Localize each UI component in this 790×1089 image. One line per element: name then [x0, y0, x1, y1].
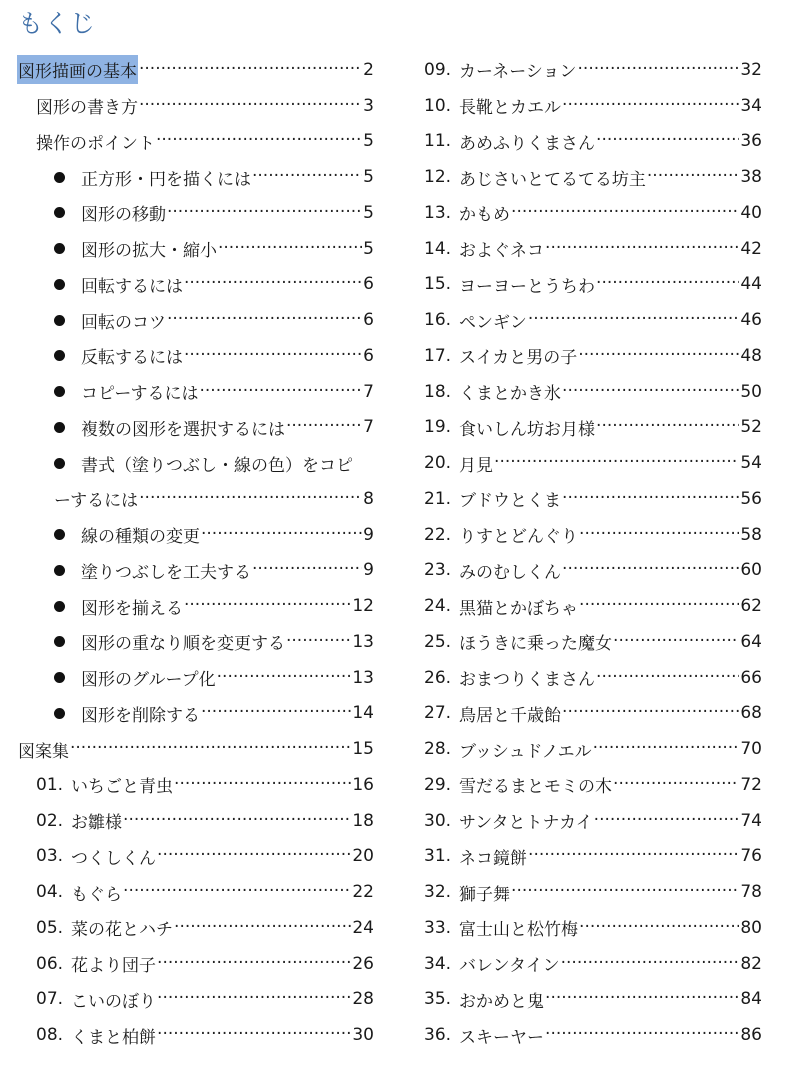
page-number: 66 — [740, 667, 762, 688]
page-number: 86 — [740, 1025, 762, 1046]
dot-leader — [167, 203, 362, 223]
toc-entry[interactable] — [424, 52, 762, 88]
dot-leader — [252, 167, 362, 187]
dot-leader — [174, 775, 351, 795]
entry-number: 32. — [424, 882, 452, 903]
dot-leader — [511, 203, 739, 223]
bullet-icon — [54, 672, 65, 683]
entry-label: 図形のグループ化 — [81, 670, 216, 691]
page-number: 52 — [740, 417, 762, 438]
bullet-icon — [54, 207, 65, 218]
page-number: 5 — [363, 167, 374, 188]
entry-label: もぐら — [71, 884, 123, 905]
dot-leader — [579, 596, 739, 616]
entry-label: 図案集 — [18, 741, 69, 762]
page-number: 74 — [740, 810, 762, 831]
entry-number: 09. — [424, 59, 452, 80]
entry-number: 21. — [424, 488, 452, 509]
entry-number: 24. — [424, 596, 452, 617]
entry-label: 正方形・円を描くには — [81, 169, 251, 190]
bullet-icon — [54, 708, 65, 719]
dot-leader — [593, 739, 740, 759]
bullet-icon — [54, 172, 65, 183]
page-number: 5 — [363, 238, 374, 259]
entry-number: 13. — [424, 202, 452, 223]
toc-entry[interactable] — [424, 839, 762, 875]
entry-label: ほうきに乗った魔女 — [459, 634, 613, 655]
entry-label: 花より団子 — [71, 956, 157, 977]
entry-label: くまとかき氷 — [459, 384, 562, 405]
entry-label: つくしくん — [71, 848, 157, 869]
entry-label: 図形の重なり順を変更する — [81, 634, 285, 655]
dot-leader — [174, 918, 351, 938]
toc-entry[interactable] — [18, 839, 374, 875]
entry-number: 36. — [424, 1025, 452, 1046]
toc-entry[interactable] — [424, 874, 762, 910]
entry-number: 35. — [424, 989, 452, 1010]
entry-number: 25. — [424, 631, 452, 652]
bullet-icon — [54, 458, 65, 469]
entry-number: 33. — [424, 917, 452, 938]
dot-leader — [578, 60, 740, 80]
page-number: 13 — [352, 631, 374, 652]
entry-number: 08. — [36, 1025, 64, 1046]
entry-label: 複数の図形を選択するには — [81, 419, 285, 440]
page-number: 78 — [740, 882, 762, 903]
entry-label: 食いしん坊お月様 — [459, 419, 596, 440]
bullet-icon — [54, 422, 65, 433]
page-number: 6 — [363, 274, 374, 295]
entry-number: 28. — [424, 739, 452, 760]
page-number: 80 — [740, 917, 762, 938]
toc-entry[interactable] — [424, 159, 762, 195]
toc-entry[interactable] — [424, 231, 762, 267]
page-number: 20 — [352, 846, 374, 867]
toc-entry[interactable] — [424, 267, 762, 303]
dot-leader — [562, 489, 739, 509]
toc-entry[interactable] — [424, 731, 762, 767]
dot-leader — [579, 525, 739, 545]
bullet-icon — [54, 636, 65, 647]
bullet-icon — [54, 279, 65, 290]
entry-label: かもめ — [459, 205, 511, 226]
entry-number: 03. — [36, 846, 64, 867]
toc-entry[interactable] — [18, 803, 374, 839]
page-number: 40 — [740, 202, 762, 223]
dot-leader — [596, 274, 739, 294]
entry-label: みのむしくん — [459, 562, 562, 583]
toc-entry[interactable] — [18, 517, 374, 553]
toc-entry[interactable] — [18, 267, 374, 303]
dot-leader — [286, 417, 362, 437]
toc-entry[interactable] — [18, 1017, 374, 1053]
toc-entry[interactable] — [424, 88, 762, 124]
entry-number: 29. — [424, 774, 452, 795]
entry-number: 16. — [424, 310, 452, 331]
entry-label: スキーヤー — [459, 1027, 545, 1048]
page-title: もくじ — [18, 9, 97, 38]
entry-label: 図形の書き方 — [36, 98, 138, 119]
dot-leader — [218, 239, 362, 259]
toc-entry[interactable] — [18, 481, 374, 517]
page-number: 24 — [352, 917, 374, 938]
dot-leader — [167, 310, 362, 330]
dot-leader — [511, 882, 739, 902]
dot-leader — [252, 560, 362, 580]
toc-entry[interactable] — [424, 517, 762, 553]
dot-leader — [545, 1025, 739, 1045]
entry-number: 22. — [424, 524, 452, 545]
dot-leader — [139, 60, 362, 80]
entry-number: 26. — [424, 667, 452, 688]
toc-right-column — [424, 52, 762, 1053]
toc-entry[interactable] — [424, 338, 762, 374]
page-number: 48 — [740, 345, 762, 366]
entry-number: 19. — [424, 417, 452, 438]
bullet-icon — [54, 529, 65, 540]
dot-leader — [139, 489, 362, 509]
entry-label: おまつりくまさん — [459, 670, 596, 691]
toc-entry[interactable] — [424, 910, 762, 946]
page-number: 50 — [740, 381, 762, 402]
toc-entry[interactable] — [18, 624, 374, 660]
page-number: 44 — [740, 274, 762, 295]
page-number: 72 — [740, 774, 762, 795]
dot-leader — [70, 739, 351, 759]
dot-leader — [157, 954, 351, 974]
entry-label: ヨーヨーとうちわ — [459, 276, 596, 297]
entry-label: 書式（塗りつぶし・線の色）をコピ — [81, 455, 353, 476]
entry-number: 30. — [424, 810, 452, 831]
dot-leader — [579, 918, 739, 938]
page-number: 64 — [740, 631, 762, 652]
page-number: 42 — [740, 238, 762, 259]
page-number: 15 — [352, 739, 374, 760]
selected-entry-label: 図形描画の基本 — [17, 55, 138, 84]
dot-leader — [596, 131, 739, 151]
page-number: 60 — [740, 560, 762, 581]
toc-entry[interactable] — [18, 410, 374, 446]
page-number: 62 — [740, 596, 762, 617]
toc-entry[interactable] — [18, 159, 374, 195]
page-number: 6 — [363, 310, 374, 331]
dot-leader — [494, 453, 739, 473]
toc-entry[interactable] — [18, 874, 374, 910]
entry-label: カーネーション — [459, 62, 577, 83]
entry-label: 図形を削除する — [81, 705, 200, 726]
entry-label: 塗りつぶしを工夫する — [81, 562, 251, 583]
dot-leader — [562, 560, 739, 580]
page-number: 30 — [352, 1025, 374, 1046]
dot-leader — [123, 882, 351, 902]
page-number: 2 — [363, 59, 374, 80]
dot-leader — [613, 775, 739, 795]
page-number: 6 — [363, 345, 374, 366]
entry-number: 31. — [424, 846, 452, 867]
page-number: 70 — [740, 739, 762, 760]
page-number: 34 — [740, 95, 762, 116]
toc-entry[interactable] — [424, 946, 762, 982]
page-number: 7 — [363, 417, 374, 438]
entry-label: コピーするには — [81, 384, 199, 405]
page-number: 38 — [740, 167, 762, 188]
toc-entry[interactable] — [424, 696, 762, 732]
bullet-icon — [54, 243, 65, 254]
page-number: 14 — [352, 703, 374, 724]
toc-entry[interactable] — [18, 946, 374, 982]
dot-leader — [561, 954, 740, 974]
entry-number: 34. — [424, 953, 452, 974]
entry-label: 黒猫とかぼちゃ — [459, 598, 579, 619]
toc-entry[interactable] — [18, 374, 374, 410]
dot-leader — [647, 167, 739, 187]
entry-label: バレンタイン — [459, 956, 560, 977]
toc-entry[interactable] — [18, 767, 374, 803]
entry-number: 07. — [36, 989, 64, 1010]
entry-label: ブッシュドノエル — [459, 741, 592, 762]
toc-entry[interactable] — [424, 410, 762, 446]
entry-label: 雪だるまとモミの木 — [459, 777, 613, 798]
entry-label: くまと柏餅 — [71, 1027, 157, 1048]
entry-label: こいのぼり — [71, 991, 157, 1012]
bullet-icon — [54, 315, 65, 326]
toc-entry[interactable] — [424, 1017, 762, 1053]
toc-entry[interactable] — [18, 553, 374, 589]
page-number: 36 — [740, 131, 762, 152]
toc-entry[interactable] — [18, 910, 374, 946]
entry-label: 図形の拡大・縮小 — [81, 241, 217, 262]
entry-number: 27. — [424, 703, 452, 724]
toc-entry[interactable] — [424, 445, 762, 481]
entry-number: 14. — [424, 238, 452, 259]
page-number: 9 — [363, 524, 374, 545]
entry-number: 18. — [424, 381, 452, 402]
bullet-icon — [54, 565, 65, 576]
toc-entry[interactable] — [424, 588, 762, 624]
bullet-icon — [54, 350, 65, 361]
toc-entry[interactable] — [424, 767, 762, 803]
entry-number: 05. — [36, 917, 64, 938]
dot-leader — [184, 596, 351, 616]
entry-number: 23. — [424, 560, 452, 581]
dot-leader — [199, 382, 362, 402]
page-number: 16 — [352, 774, 374, 795]
toc-entry[interactable] — [18, 338, 374, 374]
entry-label: スイカと男の子 — [459, 348, 578, 369]
toc-entry[interactable] — [18, 445, 374, 481]
entry-label: あじさいとてるてる坊主 — [459, 169, 646, 190]
toc-entry[interactable] — [18, 696, 374, 732]
page-number: 13 — [352, 667, 374, 688]
dot-leader — [613, 632, 739, 652]
toc-entry[interactable] — [424, 481, 762, 517]
page-number: 56 — [740, 488, 762, 509]
entry-number: 11. — [424, 131, 452, 152]
dot-leader — [184, 274, 362, 294]
bullet-icon — [54, 386, 65, 397]
page-number: 22 — [352, 882, 374, 903]
entry-label: 操作のポイント — [36, 133, 155, 154]
page-number: 76 — [740, 846, 762, 867]
page-number: 32 — [740, 59, 762, 80]
entry-label: 獅子舞 — [459, 884, 511, 905]
toc-entry[interactable] — [18, 231, 374, 267]
page-number: 7 — [363, 381, 374, 402]
entry-number: 04. — [36, 882, 64, 903]
dot-leader — [184, 346, 362, 366]
toc-entry[interactable] — [18, 660, 374, 696]
dot-leader — [528, 310, 739, 330]
entry-label: 菜の花とハチ — [71, 920, 174, 941]
page-number: 54 — [740, 453, 762, 474]
toc-entry[interactable] — [424, 195, 762, 231]
dot-leader — [562, 382, 739, 402]
dot-leader — [201, 525, 362, 545]
entry-number: 01. — [36, 774, 64, 795]
entry-label: 線の種類の変更 — [81, 527, 200, 548]
dot-leader — [562, 703, 739, 723]
entry-label: いちごと青虫 — [71, 777, 174, 798]
toc-entry[interactable] — [424, 374, 762, 410]
dot-leader — [545, 239, 739, 259]
dot-leader — [201, 703, 351, 723]
entry-label: ーするには — [54, 491, 139, 512]
entry-label: 鳥居と千歳飴 — [459, 705, 562, 726]
dot-leader — [596, 417, 739, 437]
entry-number: 10. — [424, 95, 452, 116]
entry-label: お雛様 — [71, 813, 123, 834]
dot-leader — [139, 96, 362, 116]
toc-entry[interactable] — [18, 195, 374, 231]
dot-leader — [596, 668, 739, 688]
page-number: 26 — [352, 953, 374, 974]
page-number: 68 — [740, 703, 762, 724]
toc-entry[interactable] — [18, 88, 374, 124]
toc-entry[interactable] — [424, 982, 762, 1018]
entry-number: 17. — [424, 345, 452, 366]
entry-label: 図形を揃える — [81, 598, 183, 619]
toc-entry[interactable] — [424, 302, 762, 338]
toc-entry[interactable] — [18, 302, 374, 338]
entry-label: あめふりくまさん — [459, 133, 596, 154]
toc-entry[interactable] — [18, 52, 374, 88]
dot-leader — [123, 811, 351, 831]
dot-leader — [562, 96, 739, 116]
page-number: 9 — [363, 560, 374, 581]
entry-number: 20. — [424, 453, 452, 474]
page-number: 5 — [363, 202, 374, 223]
toc-entry[interactable] — [18, 124, 374, 160]
dot-leader — [545, 989, 739, 1009]
dot-leader — [578, 346, 739, 366]
dot-leader — [286, 632, 351, 652]
entry-label: ブドウとくま — [459, 491, 562, 512]
bullet-icon — [54, 601, 65, 612]
page-number: 46 — [740, 310, 762, 331]
entry-label: 長靴とカエル — [459, 98, 562, 119]
entry-label: ペンギン — [459, 312, 527, 333]
page-number: 58 — [740, 524, 762, 545]
entry-number: 06. — [36, 953, 64, 974]
page-number: 12 — [352, 596, 374, 617]
toc-entry[interactable] — [424, 624, 762, 660]
dot-leader — [157, 846, 351, 866]
page-number: 8 — [363, 488, 374, 509]
entry-label: およぐネコ — [459, 241, 545, 262]
toc-entry[interactable] — [424, 553, 762, 589]
page-number: 5 — [363, 131, 374, 152]
dot-leader — [156, 131, 362, 151]
toc-entry[interactable] — [18, 982, 374, 1018]
toc-entry[interactable] — [424, 660, 762, 696]
entry-label: おかめと鬼 — [459, 991, 545, 1012]
entry-label: りすとどんぐり — [459, 527, 579, 548]
page-number: 18 — [352, 810, 374, 831]
entry-label: 図形の移動 — [81, 205, 166, 226]
entry-label: 反転するには — [81, 348, 183, 369]
toc-entry[interactable] — [424, 803, 762, 839]
page-number: 28 — [352, 989, 374, 1010]
dot-leader — [528, 846, 739, 866]
dot-leader — [157, 989, 351, 1009]
entry-label: サンタとトナカイ — [459, 813, 593, 834]
dot-leader — [594, 811, 740, 831]
entry-label: 月見 — [459, 455, 494, 476]
entry-number: 15. — [424, 274, 452, 295]
entry-number: 12. — [424, 167, 452, 188]
page-number: 82 — [740, 953, 762, 974]
toc-entry[interactable] — [18, 588, 374, 624]
entry-number: 02. — [36, 810, 64, 831]
toc-entry[interactable] — [18, 731, 374, 767]
entry-label: 富士山と松竹梅 — [459, 920, 579, 941]
page-number: 3 — [363, 95, 374, 116]
toc-left-column — [18, 52, 374, 1053]
dot-leader — [157, 1025, 351, 1045]
entry-label: ネコ鏡餅 — [459, 848, 528, 869]
toc-entry[interactable] — [424, 124, 762, 160]
entry-label: 回転するには — [81, 276, 183, 297]
entry-label: 回転のコツ — [81, 312, 166, 333]
dot-leader — [217, 668, 352, 688]
page-number: 84 — [740, 989, 762, 1010]
